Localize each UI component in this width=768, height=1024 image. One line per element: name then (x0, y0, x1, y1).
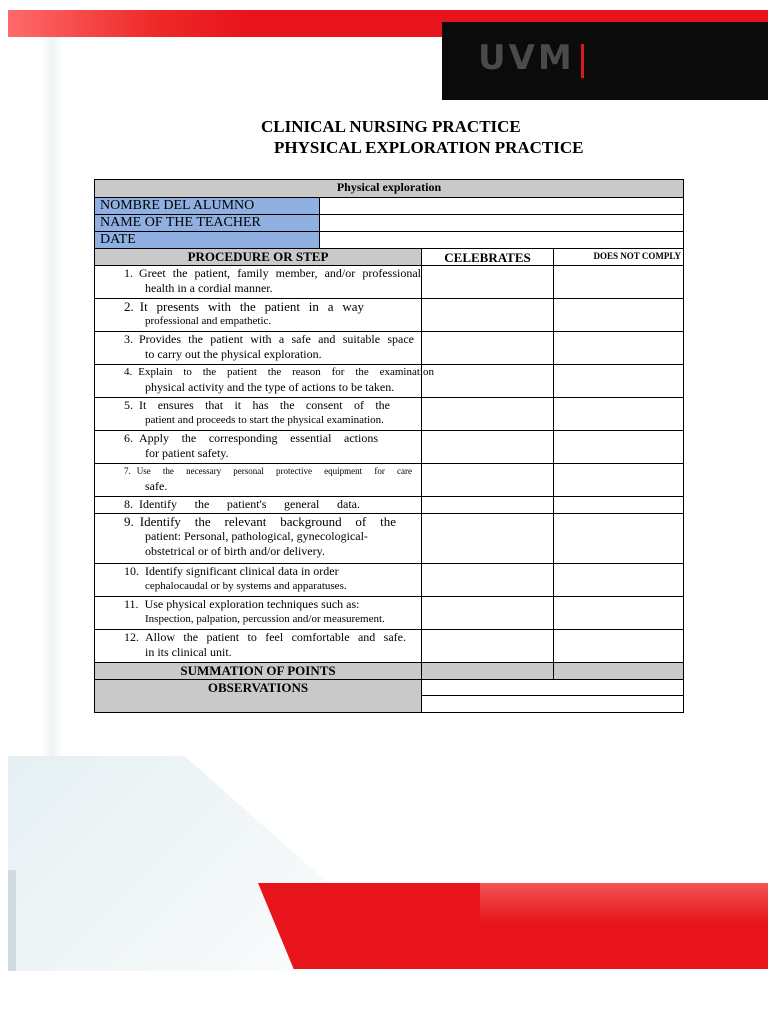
step-cell (95, 564, 422, 597)
teacher-name-label: NAME OF THE TEACHER (95, 215, 320, 232)
step-cell (95, 497, 422, 514)
step-text-continued: professional and empathetic. (145, 315, 272, 327)
table-row (95, 365, 684, 398)
step-text-continued: to carry out the physical exploration. (145, 347, 322, 361)
table-row (95, 332, 684, 365)
step-text: Greet the patient, family member, and/or professional (139, 266, 421, 280)
step-number: 9. (124, 514, 134, 529)
table-row (95, 299, 684, 332)
step-cell (95, 398, 422, 431)
step-number: 7. (124, 466, 131, 476)
document-subtitle: PHYSICAL EXPLORATION PRACTICE (274, 138, 584, 157)
table-row (95, 514, 684, 564)
step-number: 3. (124, 332, 133, 346)
table-row (95, 597, 684, 630)
table-row (95, 464, 684, 497)
step-text: Identify significant clinical data in order (145, 564, 339, 578)
celebrates-checkbox-cell[interactable] (422, 564, 554, 597)
celebrates-checkbox-cell[interactable] (422, 514, 554, 564)
step-text: Use the necessary personal protective equipment for care (136, 466, 412, 476)
step-text: Provides the patient with a safe and suitable space (139, 332, 414, 346)
celebrates-checkbox-cell[interactable] (422, 630, 554, 663)
observations-field[interactable] (422, 696, 684, 713)
document-title: CLINICAL NURSING PRACTICE (261, 117, 521, 136)
celebrates-column-header: CELEBRATES (422, 249, 554, 266)
step-text: Explain to the patient the reason for the examination (138, 366, 434, 378)
step-number: 5. (124, 398, 133, 412)
does-not-comply-checkbox-cell[interactable] (554, 332, 684, 365)
summation-celebrates-total (422, 663, 554, 680)
step-text-continued: patient and proceeds to start the physical examination. (145, 414, 384, 426)
evaluation-form (94, 179, 684, 713)
step-text-continued: Inspection, palpation, percussion and/or measurement. (145, 613, 385, 625)
celebrates-checkbox-cell[interactable] (422, 431, 554, 464)
step-text: It presents with the patient in a way (139, 299, 364, 314)
step-text: Identify the relevant background of the (139, 514, 396, 529)
celebrates-checkbox-cell[interactable] (422, 597, 554, 630)
does-not-comply-column-header: DOES NOT COMPLY (554, 249, 684, 266)
observations-label: OBSERVATIONS (95, 680, 422, 713)
does-not-comply-checkbox-cell[interactable] (554, 299, 684, 332)
step-text-continued: for patient safety. (145, 446, 229, 460)
step-text: Apply the corresponding essential actions (139, 431, 378, 445)
logo-block (442, 22, 768, 100)
student-name-field[interactable] (320, 198, 684, 215)
celebrates-checkbox-cell[interactable] (422, 398, 554, 431)
logo-accent-bar (581, 44, 584, 78)
step-cell (95, 464, 422, 497)
observations-field[interactable] (422, 680, 684, 696)
step-number: 1. (124, 266, 133, 280)
table-row (95, 497, 684, 514)
does-not-comply-checkbox-cell[interactable] (554, 497, 684, 514)
summation-does-not-comply-total (554, 663, 684, 680)
does-not-comply-checkbox-cell[interactable] (554, 597, 684, 630)
step-text-continued: obstetrical or of birth and/or delivery. (145, 544, 325, 558)
table-row (95, 630, 684, 663)
step-text: It ensures that it has the consent of the (139, 398, 390, 412)
step-cell (95, 299, 422, 332)
top-banner-highlight (8, 10, 248, 37)
step-number: 4. (124, 366, 133, 378)
bottom-banner-highlight (480, 883, 768, 923)
does-not-comply-checkbox-cell[interactable] (554, 431, 684, 464)
does-not-comply-checkbox-cell[interactable] (554, 365, 684, 398)
left-edge-decoration (8, 870, 16, 971)
left-decorative-stripe (42, 37, 62, 757)
date-label: DATE (95, 232, 320, 249)
step-text-continued: health in a cordial manner. (145, 281, 273, 295)
step-text-continued: patient: Personal, pathological, gynecological- (145, 529, 368, 543)
table-row (95, 398, 684, 431)
step-text: Use physical exploration techniques such as: (144, 597, 360, 611)
step-cell (95, 332, 422, 365)
step-cell (95, 365, 434, 398)
step-number: 6. (124, 431, 133, 445)
table-row (95, 266, 684, 299)
celebrates-checkbox-cell[interactable] (422, 464, 554, 497)
does-not-comply-checkbox-cell[interactable] (554, 514, 684, 564)
celebrates-checkbox-cell[interactable] (422, 497, 554, 514)
teacher-name-field[interactable] (320, 215, 684, 232)
step-text-continued: in its clinical unit. (145, 645, 232, 659)
step-number: 2. (124, 299, 134, 314)
step-cell (95, 266, 422, 299)
does-not-comply-checkbox-cell[interactable] (554, 564, 684, 597)
step-text-continued: cephalocaudal or by systems and apparatuses. (145, 580, 347, 592)
celebrates-checkbox-cell[interactable] (422, 332, 554, 365)
step-text: Identify the patient's general data. (139, 497, 360, 511)
celebrates-checkbox-cell[interactable] (422, 299, 554, 332)
step-number: 8. (124, 497, 133, 511)
step-text: Allow the patient to feel comfortable and safe. (145, 630, 406, 644)
step-number: 12. (124, 630, 139, 644)
does-not-comply-checkbox-cell[interactable] (554, 630, 684, 663)
uvm-logo: UVM (478, 38, 575, 78)
step-cell (95, 630, 422, 663)
procedure-column-header: PROCEDURE OR STEP (95, 249, 422, 266)
date-field[interactable] (320, 232, 684, 249)
step-number: 10. (124, 564, 139, 578)
step-cell (95, 597, 422, 630)
does-not-comply-checkbox-cell[interactable] (554, 266, 684, 299)
student-name-label: NOMBRE DEL ALUMNO (95, 198, 320, 215)
step-number: 11. (124, 597, 139, 611)
does-not-comply-checkbox-cell[interactable] (554, 464, 684, 497)
does-not-comply-checkbox-cell[interactable] (554, 398, 684, 431)
step-cell (95, 514, 422, 564)
table-row (95, 564, 684, 597)
celebrates-checkbox-cell[interactable] (422, 266, 554, 299)
form-section-title: Physical exploration (95, 180, 684, 198)
step-text-continued: safe. (145, 479, 168, 493)
step-text-continued: physical activity and the type of actions to be taken. (145, 380, 395, 394)
table-row (95, 431, 684, 464)
celebrates-checkbox-cell[interactable] (422, 365, 554, 398)
step-cell (95, 431, 422, 464)
summation-label: SUMMATION OF POINTS (95, 663, 422, 680)
